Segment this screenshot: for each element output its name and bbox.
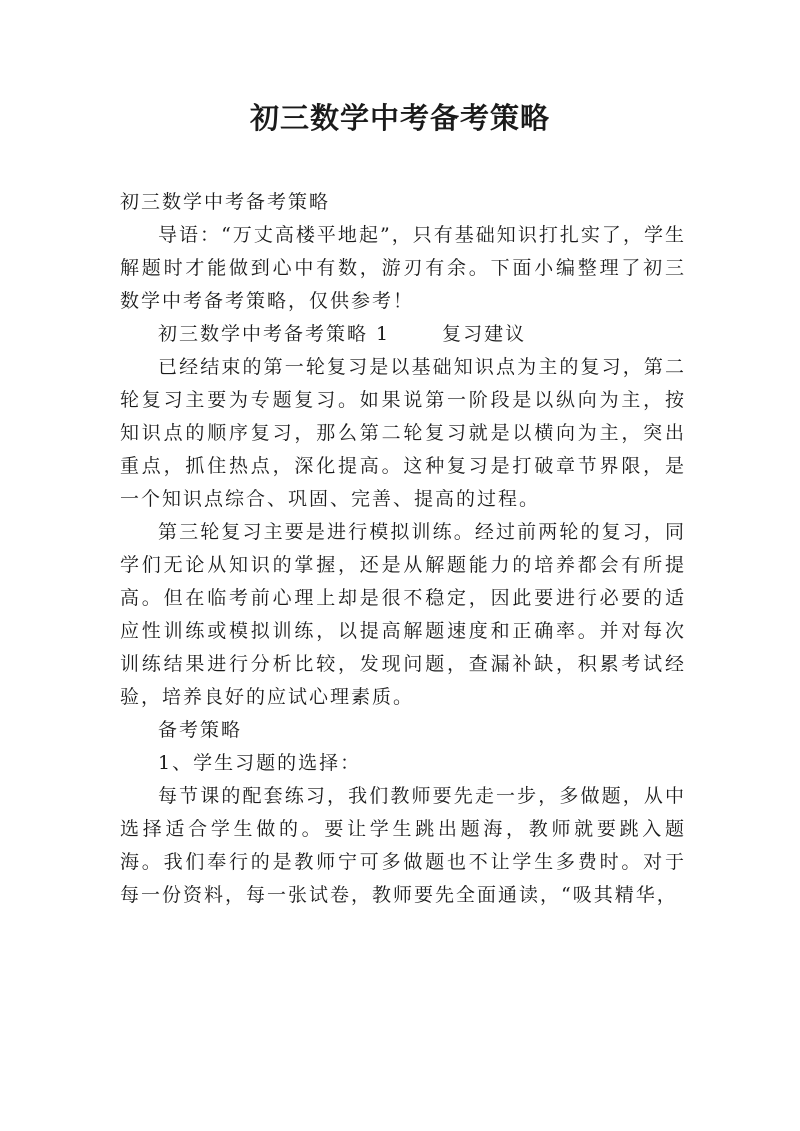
paragraph-review-rounds: 已经结束的第一轮复习是以基础知识点为主的复习，第二轮复习主要为专题复习。如果说第一阶段是以纵向为主，按知识点的顺序复习，那么第二轮复习就是以横向为主，突出重点，抓住热点，深化提高。这种复习是打破章节界限，是一个知识点综合、巩固、完善、提高的过程。 [120, 356, 686, 510]
section-heading-title: 初三数学中考备考策略 1 [158, 323, 391, 345]
paragraph-exercise-selection: 每节课的配套练习，我们教师要先走一步，多做题，从中选择适合学生做的。要让学生跳出题海，教师就要跳入题海。我们奉行的是教师宁可多做题也不让学生多费时。对于每一份资料，每一张试卷，教师要先全面通读，“吸其精华， [120, 785, 686, 906]
intro-paragraph: 导语：“万丈高楼平地起”，只有基础知识打扎实了，学生解题时才能做到心中有数，游刃有余。下面小编整理了初三数学中考备考策略，仅供参考！ [120, 224, 686, 312]
strategy-item-1: 1、学生习题的选择： [158, 752, 362, 774]
document-body [120, 186, 686, 912]
subtitle-line: 初三数学中考备考策略 [120, 191, 331, 213]
paragraph-third-round: 第三轮复习主要是进行模拟训练。经过前两轮的复习，同学们无论从知识的掌握，还是从解题能力的培养都会有所提高。但在临考前心理上却是很不稳定，因此要进行必要的适应性训练或模拟训练，以提高解题速度和正确率。并对每次训练结果进行分析比较，发现问题，查漏补缺，积累考试经验，培养良好的应试心理素质。 [120, 521, 686, 708]
strategy-heading: 备考策略 [158, 719, 243, 741]
section-heading [120, 318, 686, 351]
document-title: 初三数学中考备考策略 [249, 101, 550, 135]
section-heading-subtitle: 复习建议 [442, 323, 527, 345]
